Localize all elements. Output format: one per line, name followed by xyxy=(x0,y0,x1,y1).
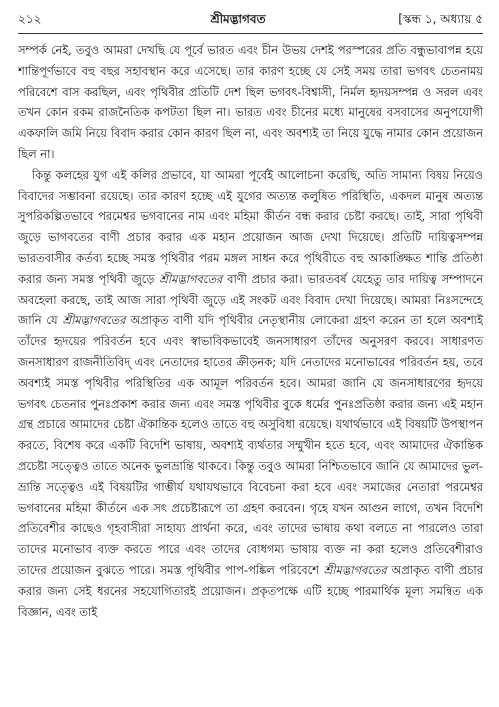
paragraph xyxy=(18,40,483,165)
italic-text: শ্রীমদ্ভাগবতের xyxy=(62,313,126,328)
paragraph-text: অপ্রাকৃত বাণী যদি পৃথিবীর নেতৃস্থানীয় লোকেরা গ্রহণ করেন তা হলে অবশ্যই তাঁদের হৃদয়ের পরিবর্তন হবে এবং স্বাভাবিকভাবেই জনসাধারণ তাঁদের অনুসরণ করবে। সাধারণত জনসাধারণ রাজনীতিবিদ্ এবং নেতাদের হাতের ক্রীড়নক; যদি নেতাদের মনোভাবের পরিবর্তন হয়, তবে অবশ্যই সমস্ত পৃথিবীর পরিস্থিতির এক আমূল পরিবর্তন হবে। আমরা জানি যে জনসাধারণের হৃদয়ে ভগবৎ চেতনার পুনঃপ্রকাশ করার জন্য এবং সমস্ত পৃথিবীর বুকে ধর্মের পুনঃপ্রতিষ্ঠা করার জন্য এই মহান গ্রন্থ প্রচারে আমাদের চেষ্টা ঐকান্তিক হলেও তাতে বহু অসুবিধা রয়েছে। যথার্থভাবে এই বিষয়টি উপস্থাপন করতে, বিশেষ করে একটি বিদেশি ভাষায়, অবশ্যই ব্যর্থতার সম্মুখীন হতে হবে, এবং আমাদের ঐকান্তিক প্রচেষ্টা সত্ত্বেও তাতে অনেক ভুলভ্রান্তি থাকবে। কিন্তু তবুও আমরা নিশ্চিতভাবে জানি যে আমাদের ভুল-ভ্রান্তি সত্ত্বেও এই বিষয়টির গাম্ভীর্য যথাযথভাবে বিবেচনা করা হবে এবং সমাজের নেতারা পরমেশ্বর ভগবানের মহিমা কীর্তনে এক সৎ প্রচেষ্টারূপে তা গ্রহণ করবেন। গৃহে যখন আগুন লাগে, তখন বিদেশি প্রতিবেশীর কাছেও গৃহবাসীরা সাহায্য প্রার্থনা করে, এবং তাদের ভাষায় কথা বলতে না পারলেও তারা তাদের মনোভাব ব্যক্ত করতে পারে এবং তাদের বোধগম্য ভাষায় ব্যক্ত না করা হলেও প্রতিবেশীরাও তাদের প্রয়োজন বুঝতে পারে। সমস্ত পৃথিবীর পাপ-পঙ্কিল পরিবেশে xyxy=(18,313,483,577)
paragraph xyxy=(18,165,483,623)
page-number: ২১২ xyxy=(18,12,42,26)
page-body xyxy=(18,40,483,622)
book-title: শ্রীমদ্ভাগবত xyxy=(210,12,266,26)
paragraph-text: সম্পর্ক নেই, তবুও আমরা দেখছি যে পূর্বে ভারত এবং চীন উভয় দেশই পরস্পরের প্রতি বন্ধুভাবাপন্ন হয়ে শান্তিপূর্ণভাবে বহু বছর সহাবস্থান করে এসেছে। তার কারণ হচ্ছে যে সেই সময় তারা ভগবৎ চেতনাময় পরিবেশে বাস করছিল, এবং পৃথিবীর প্রতিটি দেশ ছিল ভগবৎ-বিশ্বাসী, নির্মল হৃদয়সম্পন্ন ও সরল এবং তখন কোন রকম রাজনৈতিক কপটতা ছিল না। ভারত এবং চীনের মধ্যে মানুষের বসবাসের অনুপযোগী একফালি জমি নিয়ে বিবাদ করার কোন কারণ ছিল না, এবং অবশ্যই তা নিয়ে যুদ্ধে নামার কোন প্রয়োজন ছিল না। xyxy=(18,43,483,161)
paragraph-text: বাণী প্রচার করা। ভারতবর্ষ যেহেতু তার দায়িত্ব সম্পাদনে অবহেলা করছে, তাই আজ সারা পৃথিবী জুড়ে এই সংকট এবং বিবাদ দেখা দিয়েছে। আমরা নিঃসন্দেহে জানি যে xyxy=(18,271,483,328)
italic-text: শ্রীমদ্ভাগবতের xyxy=(323,562,387,577)
section-reference: [স্কন্ধ ১, অধ্যায় ৫ xyxy=(398,12,483,26)
paragraph-text: অপ্রাকৃত বাণী প্রচার করার জন্য সেই ধরনের সহযোগিতারই প্রয়োজন। প্রকৃতপক্ষে এটি হচ্ছে পারমার্থিক মূল্য সমন্বিত এক বিজ্ঞান, এবং তাই xyxy=(18,562,483,619)
page-header xyxy=(18,8,483,30)
paragraph-text: কিন্তু কলহের যুগ এই কলির প্রভাবে, যা আমরা পূর্বেই আলোচনা করেছি, অতি সামান্য বিষয় নিয়েও বিবাদের সম্ভাবনা রয়েছে। তার কারণ হচ্ছে এই যুগের অত্যন্ত কলুষিত পরিস্থিতি, একদল মানুষ অত্যন্ত সুপরিকল্পিতভাবে পরমেশ্বর ভগবানের নাম এবং মহিমা কীর্তন বন্ধ করার চেষ্টা করছে। তাই, সারা পৃথিবী জুড়ে ভাগবতের বাণী প্রচার করার এক মহান প্রয়োজন আজ দেখা দিয়েছে। প্রতিটি দায়িত্বসম্পন্ন ভারতবাসীর কর্তব্য হচ্ছে সমস্ত পৃথিবীর পরম মঙ্গল সাধন করে পৃথিবীতে বহু আকাঙ্ক্ষিত শান্তি প্রতিষ্ঠা করার জন্য সমস্ত পৃথিবী জুড়ে xyxy=(18,167,483,286)
header-divider xyxy=(18,33,483,34)
italic-text: শ্রীমদ্ভাগবতের xyxy=(159,271,223,286)
